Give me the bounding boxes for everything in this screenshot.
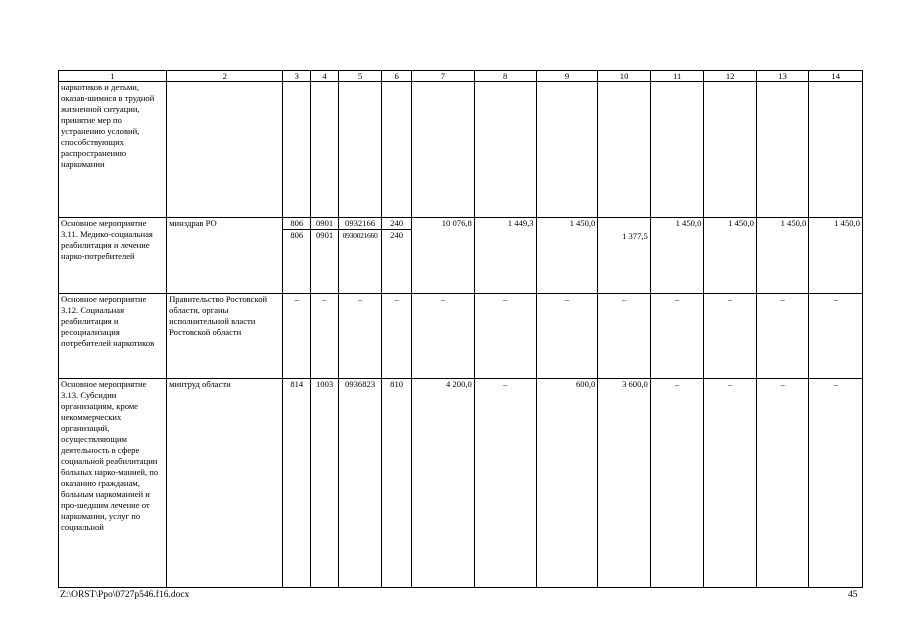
grbs-cell: 814 — [283, 379, 311, 588]
year-value-cell: 1 450,0 — [809, 218, 863, 294]
grbs-value: 806 — [283, 229, 310, 241]
col-header: 4 — [311, 71, 339, 82]
vr-value: 240 — [382, 229, 411, 241]
dash-cell: – — [756, 294, 809, 379]
dash-cell: – — [598, 294, 651, 379]
dash-cell: – — [338, 294, 381, 379]
year-value-cell: – — [474, 379, 536, 588]
col-header: 5 — [338, 71, 381, 82]
measure-name-cell: Основное мероприятие 3.13. Субсидии организациям, кроме некоммерческих организаций, осуществляющим деятельность в сфере социальной реабилитации больных нарко-манией, по оказанию гражданам, больным наркоманией и про-шедшим лечение от наркомании, услуг по социальной — [59, 379, 167, 588]
col-header: 7 — [412, 71, 475, 82]
dash-cell: – — [474, 294, 536, 379]
table-row — [59, 82, 863, 218]
executor-cell — [167, 82, 283, 218]
file-path-footer: Z:\ORST\Ppo\0727p546.f16.docx — [60, 590, 190, 600]
col-header: 9 — [536, 71, 598, 82]
grbs-value: 806 — [290, 218, 304, 228]
year-value-cell: 1 449,3 — [474, 218, 536, 294]
table-row — [59, 294, 863, 379]
csr-cell: 0936823 — [338, 379, 381, 588]
col-header: 12 — [704, 71, 757, 82]
dash-cell: – — [283, 294, 311, 379]
col-header: 13 — [756, 71, 809, 82]
rzpr-value: 0901 — [311, 229, 338, 241]
vr-value: 240 — [390, 218, 404, 228]
year-value-cell: – — [756, 379, 809, 588]
measure-name-cell: наркотиков и детьми, оказав-шимися в трудной жизненной ситуации, принятие мер по устранению условий, способствующих распространению наркомании — [59, 82, 167, 218]
col-header: 3 — [283, 71, 311, 82]
rzpr-value: 0901 — [315, 218, 334, 228]
year-value-cell: – — [704, 379, 757, 588]
budget-table — [58, 70, 863, 588]
year-value-cell: 1 450,0 — [756, 218, 809, 294]
page-number: 45 — [848, 590, 858, 600]
grbs-cell — [283, 218, 311, 294]
dash-cell: – — [704, 294, 757, 379]
col-header: 14 — [809, 71, 863, 82]
year-value-cell: 1 450,0 — [704, 218, 757, 294]
executor-cell: минтруд области — [167, 379, 283, 588]
year-value-cell: 3 600,0 — [598, 379, 651, 588]
measure-name-cell: Основное мероприятие 3.12. Социальная реабилитация и ресоциализация потребителей наркотиков — [59, 294, 167, 379]
executor-cell: Правительство Ростовской области, органы исполнительной власти Ростовской области — [167, 294, 283, 379]
dash-cell: – — [809, 294, 863, 379]
table-row — [59, 379, 863, 588]
vr-cell — [382, 218, 412, 294]
col-header: 10 — [598, 71, 651, 82]
dash-cell: – — [382, 294, 412, 379]
year-value-cell: 1 450,0 — [650, 218, 704, 294]
executor-cell: минздрав РО — [167, 218, 283, 294]
dash-cell: – — [412, 294, 475, 379]
year-value-cell: – — [809, 379, 863, 588]
total-cell: 10 076,8 — [412, 218, 475, 294]
col-header: 1 — [59, 71, 167, 82]
dash-cell: – — [650, 294, 704, 379]
rzpr-cell — [311, 218, 339, 294]
year-value-cell: – — [650, 379, 704, 588]
column-number-row — [59, 71, 863, 82]
year-value-cell: 1 377,5 — [598, 218, 651, 294]
col-header: 11 — [650, 71, 704, 82]
csr-value: 0930021660 — [339, 229, 381, 241]
col-header: 2 — [167, 71, 283, 82]
col-header: 6 — [382, 71, 412, 82]
dash-cell: – — [311, 294, 339, 379]
dash-cell: – — [536, 294, 598, 379]
col-header: 8 — [474, 71, 536, 82]
vr-cell: 810 — [382, 379, 412, 588]
year-value-cell: 600,0 — [536, 379, 598, 588]
table-row — [59, 218, 863, 294]
measure-name-cell: Основное мероприятие 3.11. Медико-социальная реабилитация и лечение нарко-потребителей — [59, 218, 167, 294]
total-cell: 4 200,0 — [412, 379, 475, 588]
year-value-cell: 1 450,0 — [536, 218, 598, 294]
rzpr-cell: 1003 — [311, 379, 339, 588]
csr-value: 0932166 — [345, 218, 376, 228]
csr-cell — [338, 218, 381, 294]
